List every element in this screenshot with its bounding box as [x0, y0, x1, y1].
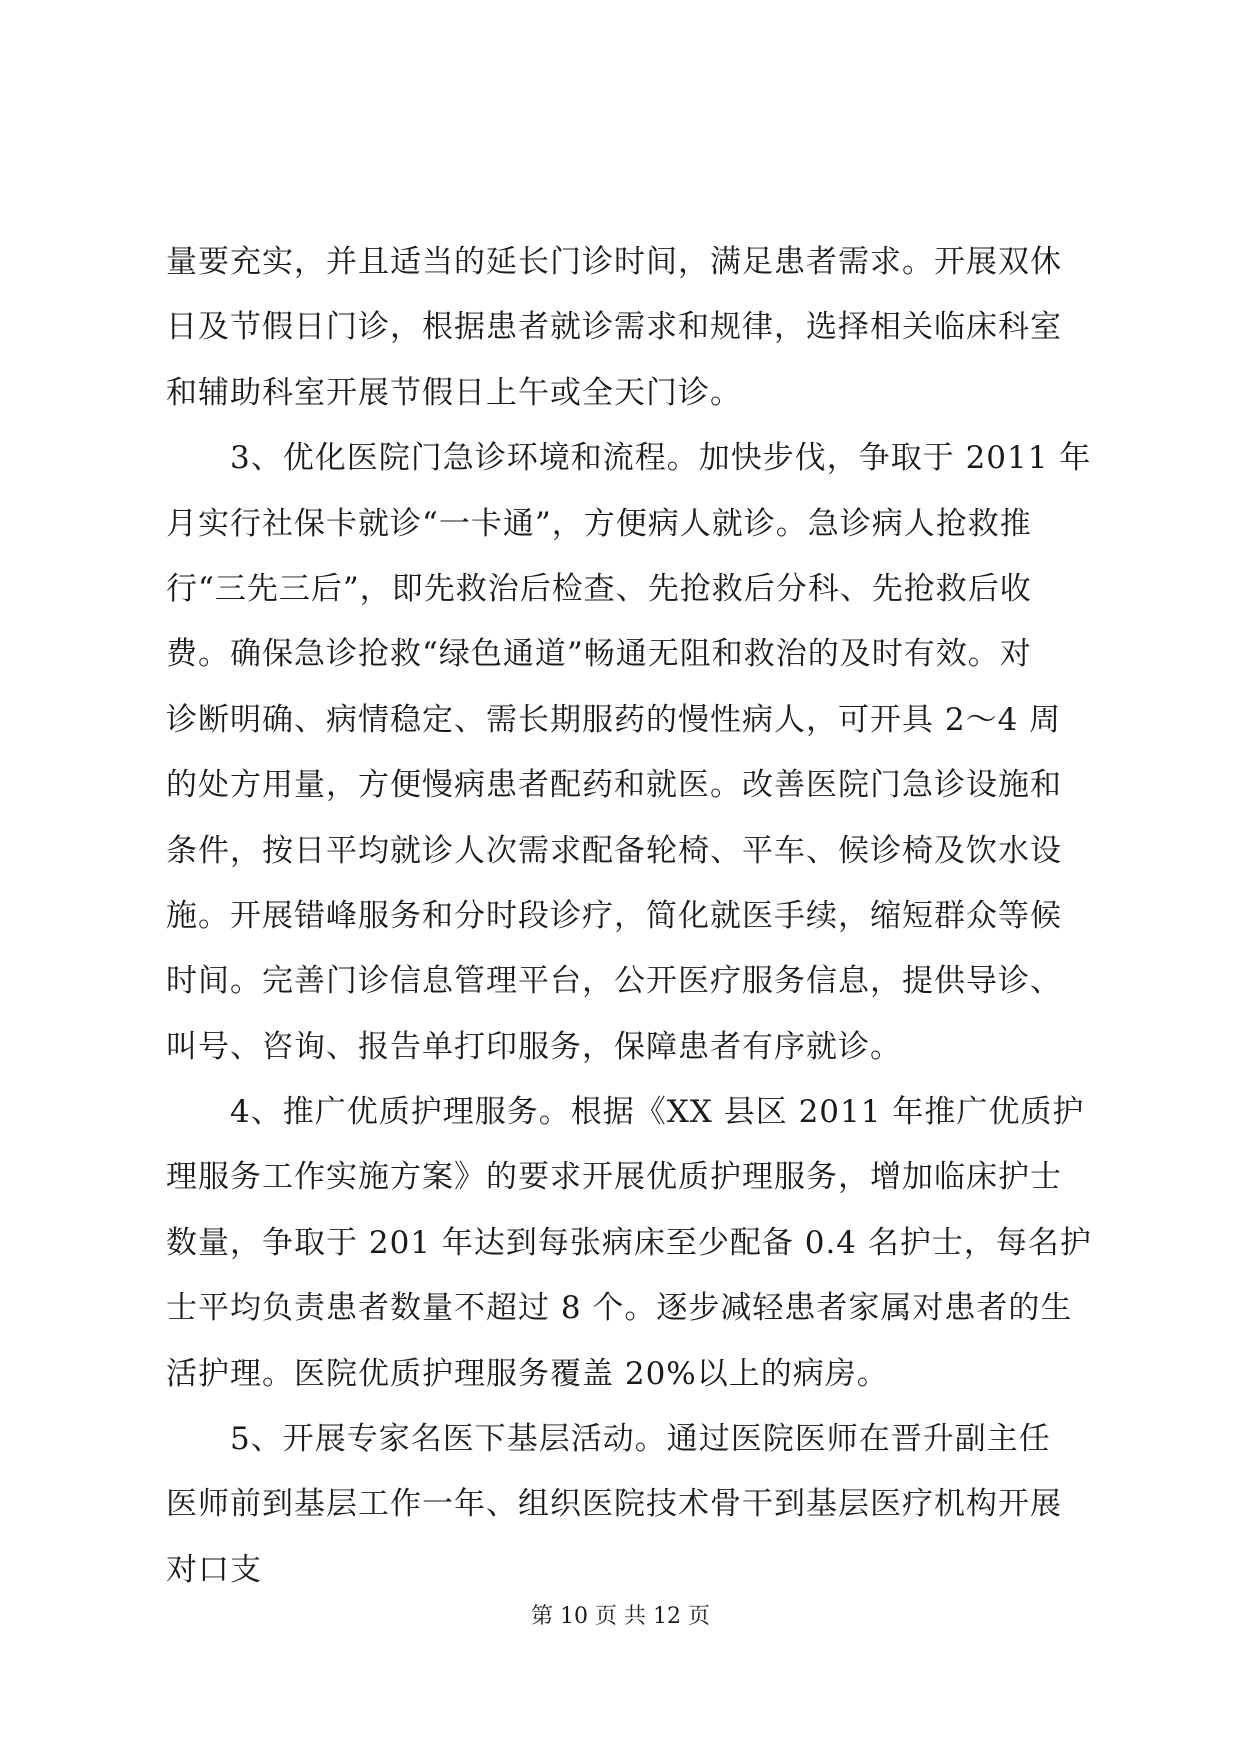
text-line: 数量，争取于 201 年达到每张病床至少配备 0.4 名护士，每名护	[166, 1224, 1092, 1261]
text-line: 3、优化医院门急诊环境和流程。加快步伐，争取于 2011 年	[166, 440, 1092, 477]
text-line: 5、开展专家名医下基层活动。通过医院医师在晋升副主任	[166, 1421, 1051, 1458]
text-line: 叫号、咨询、报告单打印服务，保障患者有序就诊。	[166, 1028, 902, 1065]
text-line: 医师前到基层工作一年、组织医院技术骨干到基层医疗机构开展	[166, 1486, 1062, 1523]
text-line: 的处方用量，方便慢病患者配药和就医。改善医院门急诊设施和	[166, 767, 1062, 804]
document-body	[166, 230, 1092, 1603]
text-line: 费。确保急诊抢救“绿色通道”畅通无阻和救治的及时有效。对	[166, 636, 1032, 673]
text-line: 4、推广优质护理服务。根据《XX 县区 2011 年推广优质护	[166, 1094, 1085, 1131]
text-line: 理服务工作实施方案》的要求开展优质护理服务，增加临床护士	[166, 1159, 1062, 1196]
text-line: 士平均负责患者数量不超过 8 个。逐步减轻患者家属对患者的生	[166, 1290, 1073, 1327]
text-line: 量要充实，并且适当的延长门诊时间，满足患者需求。开展双休	[166, 244, 1062, 280]
text-line: 对口支	[166, 1551, 262, 1588]
text-line: 日及节假日门诊，根据患者就诊需求和规律，选择相关临床科室	[166, 309, 1062, 346]
text-line: 施。开展错峰服务和分时段诊疗，简化就医手续，缩短群众等候	[166, 897, 1062, 934]
text-line: 和辅助科室开展节假日上午或全天门诊。	[166, 374, 742, 411]
text-line: 时间。完善门诊信息管理平台，公开医疗服务信息，提供导诊、	[166, 963, 1062, 1000]
text-line: 月实行社保卡就诊“一卡通”，方便病人就诊。急诊病人抢救推	[166, 505, 1032, 542]
text-line: 行“三先三后”，即先救治后检查、先抢救后分科、先抢救后收	[166, 570, 1032, 607]
page-number: 第 10 页 共 12 页	[531, 1604, 710, 1629]
page-footer	[0, 1602, 1241, 1632]
text-line: 诊断明确、病情稳定、需长期服药的慢性病人，可开具 2～4 周	[166, 701, 1062, 738]
text-line: 条件，按日平均就诊人次需求配备轮椅、平车、候诊椅及饮水设	[166, 832, 1062, 869]
text-line: 活护理。医院优质护理服务覆盖 20%以上的病房。	[166, 1355, 889, 1392]
